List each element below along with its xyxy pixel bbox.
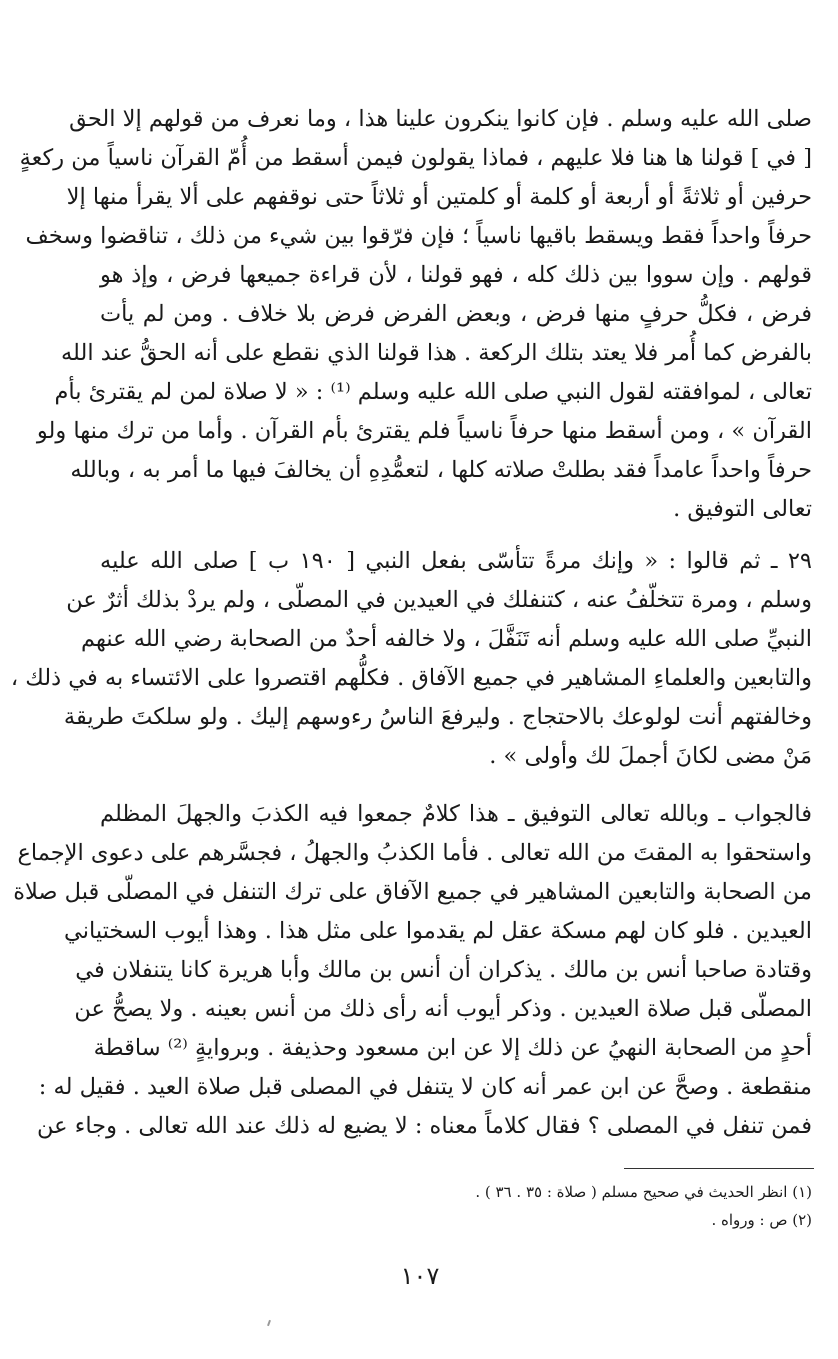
text-line: أحدٍ من الصحابة النهيُ عن ذلك إلا عن ابن مسعود وحذيفة . وبروايةٍ ⁽²⁾ ساقطة <box>93 1035 812 1061</box>
text-line: تعالى ، لموافقته لقول النبي صلى الله عليه وسلم ⁽¹⁾ : « لا صلاة لمن لم يقترئ بأم <box>54 379 812 405</box>
text-line: وسلم ، ومرة تتخلّفُ عنه ، كتنفلك في العيدين في المصلّى ، ولم يردْ بذلك أثرٌ عن <box>66 587 812 613</box>
text-line: قولهم . وإن سووا بين ذلك كله ، فهو قولنا ، لأن قراءة جميعها فرض ، وإذ هو <box>100 262 812 288</box>
scan-speck <box>267 1320 271 1326</box>
text-line: صلى الله عليه وسلم . فإن كانوا ينكرون علينا هذا ، وما نعرف من قولهم إلا الحق <box>69 106 812 132</box>
text-line: منقطعة . وصحَّ عن ابن عمر أنه كان لا يتنفل في المصلى قبل صلاة العيد . فقيل له : <box>38 1074 812 1100</box>
text-line: بالفرض كما أُمر فلا يعتد بتلك الركعة . هذا قولنا الذي نقطع على أنه الحقُّ عند الله <box>60 340 812 366</box>
paragraph-1 <box>19 100 812 529</box>
text-line: وخالفتهم أنت لولوعك بالاحتجاج . وليرفعَ الناسُ رءوسهم إليك . ولو سلكتَ طريقة <box>63 704 812 730</box>
paragraph-3 <box>13 795 812 1146</box>
text-line: مَنْ مضى لكانَ أجملَ لك وأولى » . <box>489 743 812 769</box>
paragraph-2 <box>10 542 812 776</box>
text-line: العيدين . فلو كان لهم مسكة عقل لم يقدموا على مثل هذا . وهذا أيوب السختياني <box>63 918 812 944</box>
text-line: فرض ، فكلُّ حرفٍ منها فرض ، وبعض الفرض فرض بلا خلاف . ومن لم يأت <box>100 301 812 327</box>
text-line: حرفين أو ثلاثةً أو أربعة أو كلمة أو كلمتين أو ثلاثاً حتى نوقفهم على ألا يقرأ منها إلا <box>66 184 812 210</box>
page-number: ١٠٧ <box>400 1262 440 1290</box>
text-line: المصلّى قبل صلاة العيدين . وذكر أيوب أنه رأى ذلك من أنس بعينه . ولا يصحُّ عن <box>74 996 812 1022</box>
footnote-2: (٢) ص : ورواه . <box>711 1211 812 1229</box>
text-line: فمن تنفل في المصلى ؟ فقال كلاماً معناه : لا يضيع له ذلك عند الله تعالى . وجاء عن <box>37 1113 812 1139</box>
footnote-1: (١) انظر الحديث في صحيح مسلم ( صلاة : ٣٥ . ٣٦ ) . <box>475 1183 812 1201</box>
text-line: القرآن » ، ومن أسقط منها حرفاً ناسياً فلم يقترئ بأم القرآن . وأما من ترك منها ولو <box>36 418 812 444</box>
text-line: تعالى التوفيق . <box>673 496 812 522</box>
text-line: والتابعين والعلماءِ المشاهير في جميع الآفاق . فكلُّهم اقتصروا على الائتساء به في ذلك ، <box>10 665 812 691</box>
text-line: النبيِّ صلى الله عليه وسلم أنه تَنَفَّلَ ، ولا خالفه أحدٌ من الصحابة رضي الله عنهم <box>81 626 812 652</box>
footnotes <box>300 1178 812 1234</box>
text-line: حرفاً واحداً عامداً فقد بطلتْ صلاته كلها ، لتعمُّدِهِ أن يخالفَ فيها ما أمر به ، وبالله <box>70 457 812 483</box>
text-line: من الصحابة والتابعين المشاهير في جميع الآفاق على ترك التنفل في المصلّى قبل صلاة <box>13 879 812 905</box>
text-line: [ في ] قولنا ها هنا فلا عليهم ، فماذا يقولون فيمن أسقط من أُمّ القرآن ناسياً من ركعةٍ <box>19 145 812 171</box>
text-line: ٢٩ ـ ثم قالوا : « وإنك مرةً تتأسّى بفعل النبي [ ١٩٠ ب ] صلى الله عليه <box>100 548 812 574</box>
text-line: واستحقوا به المقتَ من الله تعالى . فأما الكذبُ والجهلُ ، فجسَّرهم على دعوى الإجماع <box>17 840 812 866</box>
text-line: حرفاً واحداً فقط ويسقط باقيها ناسياً ؛ فإن فرّقوا بين شيء من ذلك ، تناقضوا وسخف <box>25 223 812 249</box>
footnote-divider <box>624 1168 814 1169</box>
text-line: وقتادة صاحبا أنس بن مالك . يذكران أن أنس بن مالك وأبا هريرة كانا يتنفلان في <box>75 957 812 983</box>
text-line: فالجواب ـ وبالله تعالى التوفيق ـ هذا كلامٌ جمعوا فيه الكذبَ والجهلَ المظلم <box>100 801 812 827</box>
